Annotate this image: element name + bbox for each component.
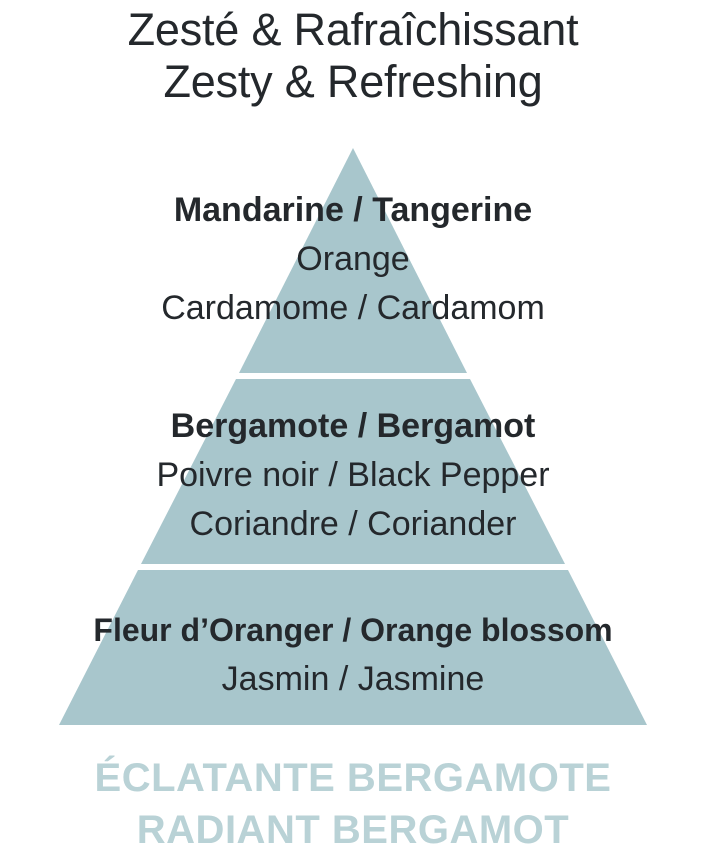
fragrance-name-french: ÉCLATANTE BERGAMOTE (94, 756, 612, 800)
fragrance-name-english: RADIANT BERGAMOT (136, 808, 570, 852)
middle-note-line-2: Poivre noir / Black Pepper (156, 456, 550, 494)
middle-note-line-3: Coriandre / Coriander (189, 505, 517, 543)
heading-line-french: Zesté & Rafraîchissant (127, 4, 579, 55)
fragrance-name (0, 752, 706, 856)
top-note-line-3: Cardamome / Cardamom (161, 289, 545, 327)
top-note-line-2: Orange (296, 240, 410, 278)
top-note-line-1: Mandarine / Tangerine (173, 191, 533, 229)
middle-note-line-1: Bergamote / Bergamot (170, 407, 536, 445)
pyramid-top-notes (0, 186, 706, 333)
pyramid-middle-notes (0, 402, 706, 549)
bottom-note-line-2: Jasmin / Jasmine (221, 660, 485, 698)
heading-line-english: Zesty & Refreshing (163, 56, 543, 107)
bottom-note-line-1: Fleur d’Oranger / Orange blossom (93, 612, 613, 648)
pyramid-bottom-notes (0, 606, 706, 704)
diagram-heading (0, 0, 706, 108)
